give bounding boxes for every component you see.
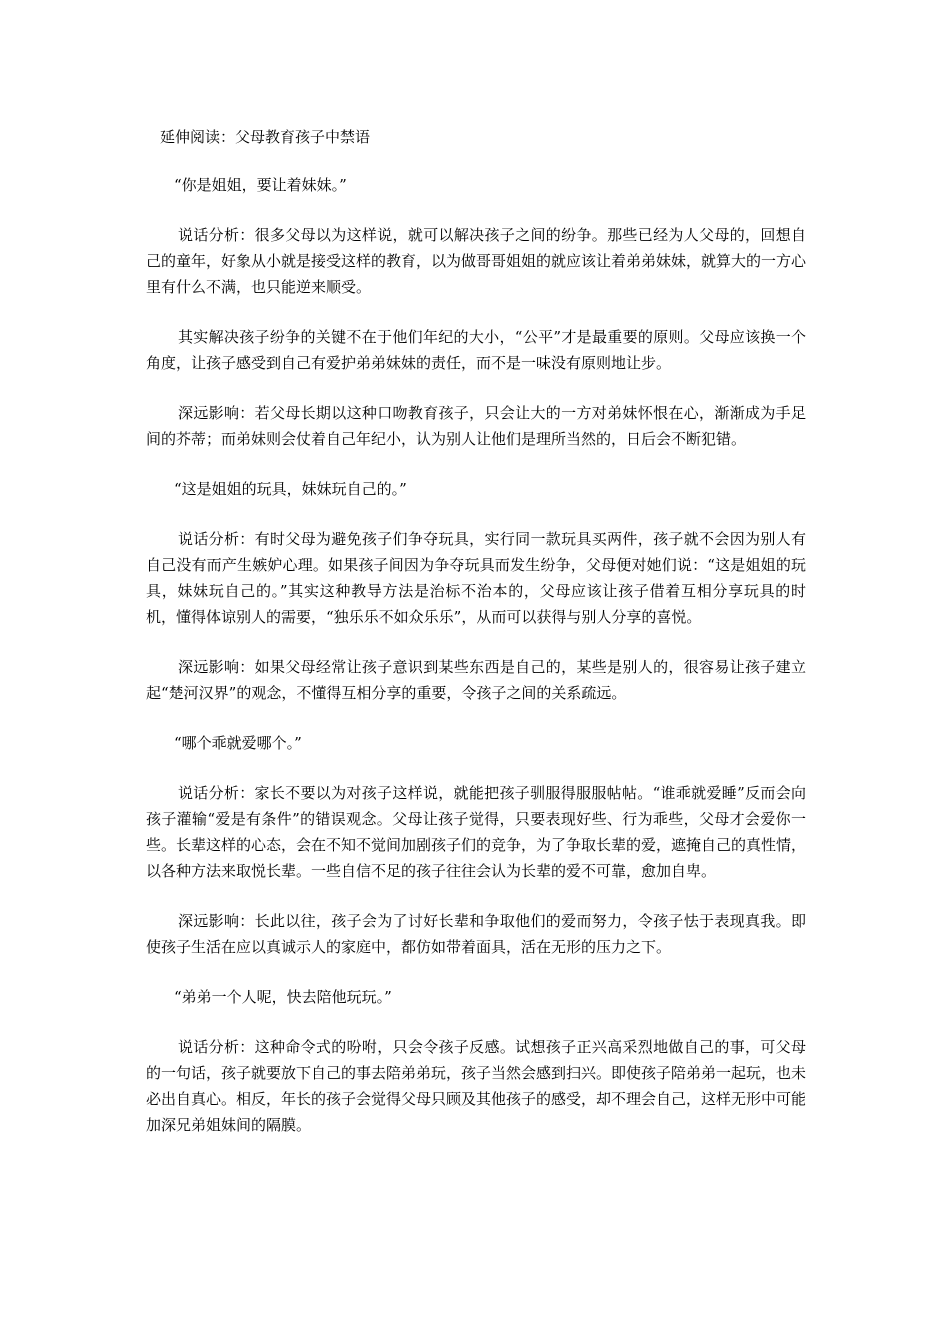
section-2-paragraph-1: 说话分析：有时父母为避免孩子们争夺玩具，实行同一款玩具买两件，孩子就不会因为别人有自己没有而产生嫉妒心理。如果孩子间因为争夺玩具而发生纷争，父母便对她们说：“这是姐姐的玩具，妹妹玩自己的。”其实这种教导方法是治标不治本的，父母应该让孩子借着互相分享玩具的时机，懂得体谅别人的需要，“独乐乐不如众乐乐”，从而可以获得与别人分享的喜悦。 xyxy=(146,530,806,626)
section-1-paragraph-1: 说话分析：很多父母以为这样说，就可以解决孩子之间的纷争。那些已经为人父母的，回想自己的童年，好象从小就是接受这样的教育，以为做哥哥姐姐的就应该让着弟弟妹妹，就算大的一方心里有什么不满，也只能逆来顺受。 xyxy=(146,226,807,296)
section-quote-3: “哪个乖就爱哪个。” xyxy=(174,734,302,752)
section-3-paragraph-1: 说话分析：家长不要以为对孩子这样说，就能把孩子驯服得服服帖帖。“谁乖就爱睡”反而会向孩子灌输“爱是有条件”的错误观念。父母让孩子觉得，只要表现好些、行为乖些，父母才会爱你一些。长辈这样的心态，会在不知不觉间加剧孩子们的竞争，为了争取长辈的爱，遮掩自己的真性情，以各种方法来取悦长辈。一些自信不足的孩子往往会认为长辈的爱不可靠，愈加自卑。 xyxy=(146,784,807,880)
section-3-paragraph-2: 深远影响：长此以往，孩子会为了讨好长辈和争取他们的爱而努力，令孩子怯于表现真我。即使孩子生活在应以真诚示人的家庭中，都仿如带着面具，活在无形的压力之下。 xyxy=(146,912,806,956)
document-title: 延伸阅读：父母教育孩子中禁语 xyxy=(160,128,371,146)
section-1-paragraph-2: 其实解决孩子纷争的关键不在于他们年纪的大小，“公平”才是最重要的原则。父母应该换一个角度，让孩子感受到自己有爱护弟弟妹妹的责任，而不是一味没有原则地让步。 xyxy=(146,328,806,372)
section-quote-4: “弟弟一个人呢，快去陪他玩玩。” xyxy=(174,988,392,1006)
document-body xyxy=(146,124,806,1138)
section-1-paragraph-3: 深远影响：若父母长期以这种口吻教育孩子，只会让大的一方对弟妹怀恨在心，渐渐成为手足间的芥蒂；而弟妹则会仗着自己年纪小，认为别人让他们是理所当然的，日后会不断犯错。 xyxy=(146,404,806,448)
section-2-paragraph-2: 深远影响：如果父母经常让孩子意识到某些东西是自己的，某些是别人的，很容易让孩子建立起“楚河汉界”的观念，不懂得互相分享的重要，令孩子之间的关系疏远。 xyxy=(146,658,806,702)
section-4-paragraph-1: 说话分析：这种命令式的吩咐，只会令孩子反感。试想孩子正兴高采烈地做自己的事，可父母的一句话，孩子就要放下自己的事去陪弟弟玩，孩子当然会感到扫兴。即使孩子陪弟弟一起玩，也未必出自真心。相反，年长的孩子会觉得父母只顾及其他孩子的感受，却不理会自己，这样无形中可能加深兄弟姐妹间的隔膜。 xyxy=(146,1038,807,1134)
section-quote-1: “你是姐姐，要让着妹妹。” xyxy=(174,176,347,194)
section-quote-2: “这是姐姐的玩具，妹妹玩自己的。” xyxy=(174,480,407,498)
